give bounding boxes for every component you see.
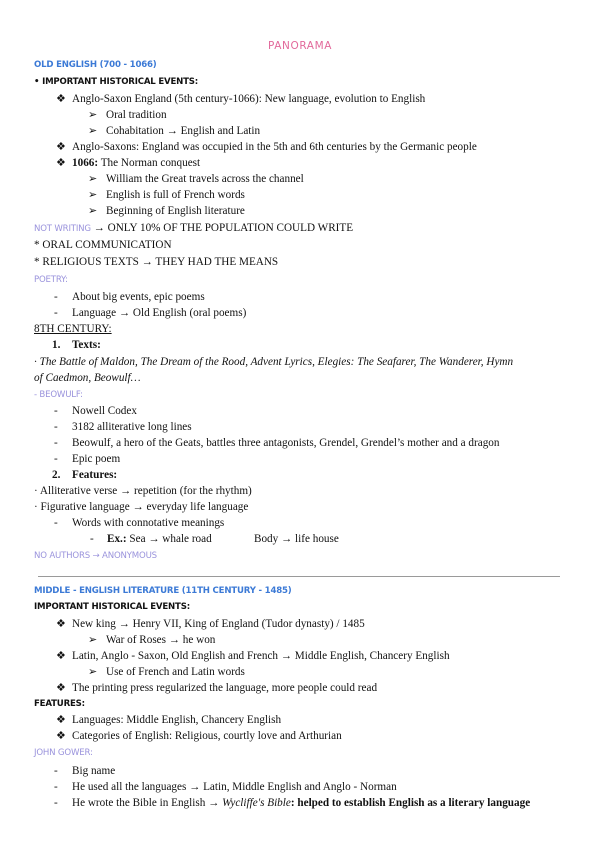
old-event-3b: English is full of French words [106, 189, 245, 201]
diamond-bullet-icon: ❖ [56, 618, 67, 630]
dash-bullet: - [54, 797, 58, 809]
middle-event-1a: War of Roses → he won [106, 634, 216, 646]
section-divider [38, 576, 560, 577]
no-authors: NO AUTHORS → ANONYMOUS [34, 551, 157, 561]
old-event-1-text: Anglo-Saxon England (5th century-1066): New language, evolution to English [72, 93, 426, 105]
not-writing-label: NOT WRITING [34, 224, 91, 234]
dash-bullet: - [54, 453, 58, 465]
arrowhead-bullet-icon: ➢ [88, 205, 98, 217]
dash-bullet: - [54, 291, 58, 303]
middle-feature-1: Languages: Middle English, Chancery English [72, 714, 282, 726]
dash-bullet: - [54, 765, 58, 777]
not-writing-line [34, 221, 353, 237]
poetry-item-1: About big events, epic poems [72, 291, 205, 303]
arrowhead-bullet-icon: ➢ [88, 189, 98, 201]
texts-list-line-2: of Caedmon, Beowulf… [34, 372, 141, 384]
features-number: 2. [52, 469, 61, 481]
oral-communication: * ORAL COMMUNICATION [34, 239, 172, 251]
beowulf-item-1: Nowell Codex [72, 405, 137, 417]
arrowhead-bullet-icon: ➢ [88, 666, 98, 678]
dash-bullet: - [54, 437, 58, 449]
old-event-3c: Beginning of English literature [106, 205, 245, 217]
diamond-bullet-icon: ❖ [56, 141, 67, 153]
feature-alliterative: · Alliterative verse → repetition (for the rhythm) [34, 485, 252, 497]
old-event-3-year: 1066: [72, 157, 99, 169]
old-event-3-text: The Norman conquest [100, 157, 201, 169]
poetry-item-2: Language → Old English (oral poems) [72, 307, 247, 319]
old-event-3 [72, 156, 200, 171]
middle-event-1: New king → Henry VII, King of England (Tudor dynasty) / 1485 [72, 618, 365, 630]
dash-bullet: - [90, 533, 94, 545]
diamond-bullet-icon: ❖ [56, 730, 67, 742]
old-events-heading: • IMPORTANT HISTORICAL EVENTS: [34, 77, 199, 87]
century-heading: 8TH CENTURY: [34, 323, 112, 335]
middle-features-heading: FEATURES: [34, 699, 85, 709]
texts-label: Texts: [72, 339, 101, 351]
beowulf-item-3: Beowulf, a hero of the Geats, battles three antagonists, Grendel, Grendel’s mother and a dragon [72, 437, 500, 449]
diamond-bullet-icon: ❖ [56, 682, 67, 694]
diamond-bullet-icon: ❖ [56, 650, 67, 662]
beowulf-item-2: 3182 alliterative long lines [72, 421, 192, 433]
example-line [107, 532, 212, 547]
diamond-bullet-icon: ❖ [56, 93, 67, 105]
example-2: Body → life house [254, 533, 339, 545]
middle-event-2a: Use of French and Latin words [106, 666, 245, 678]
example-1: Sea → whale road [129, 533, 212, 545]
texts-number: 1. [52, 339, 61, 351]
middle-english-heading: MIDDLE - ENGLISH LITERATURE (11TH CENTURY - 1485) [34, 586, 292, 596]
beowulf-label: - BEOWULF: [34, 390, 83, 400]
gower-item-3-post: : helped to establish English as a literary language [290, 797, 531, 809]
john-gower-label: JOHN GOWER: [34, 748, 93, 758]
arrowhead-bullet-icon: ➢ [88, 634, 98, 646]
dash-bullet: - [54, 517, 58, 529]
feature-connotative: Words with connotative meanings [72, 517, 225, 529]
poetry-label: POETRY: [34, 275, 68, 285]
gower-item-3-pre: He wrote the Bible in English → [72, 797, 220, 809]
middle-events-heading: IMPORTANT HISTORICAL EVENTS: [34, 602, 190, 612]
old-event-3a: William the Great travels across the channel [106, 173, 304, 185]
features-label: Features: [72, 469, 118, 481]
example-label: Ex.: [107, 533, 127, 545]
gower-item-2: He used all the languages → Latin, Middle English and Anglo - Norman [72, 781, 397, 793]
dash-bullet: - [54, 405, 58, 417]
arrowhead-bullet-icon: ➢ [88, 125, 98, 137]
old-event-2: Anglo-Saxons: England was occupied in the 5th and 6th centuries by the Germanic people [72, 141, 477, 153]
old-event-1 [56, 92, 66, 107]
feature-figurative: · Figurative language → everyday life language [34, 501, 249, 513]
middle-event-2: Latin, Anglo - Saxon, Old English and French → Middle English, Chancery English [72, 650, 450, 662]
gower-item-3 [72, 796, 530, 811]
gower-item-1: Big name [72, 765, 116, 777]
page-title: PANORAMA [267, 40, 333, 52]
middle-feature-2: Categories of English: Religious, courtly love and Arthurian [72, 730, 342, 742]
arrowhead-bullet-icon: ➢ [88, 173, 98, 185]
diamond-bullet-icon: ❖ [56, 714, 67, 726]
old-english-heading: OLD ENGLISH (700 - 1066) [34, 60, 157, 70]
old-event-1b: Cohabitation → English and Latin [106, 125, 261, 137]
dash-bullet: - [54, 781, 58, 793]
religious-texts: * RELIGIOUS TEXTS → THEY HAD THE MEANS [34, 256, 279, 268]
dash-bullet: - [54, 421, 58, 433]
dash-bullet: - [54, 307, 58, 319]
texts-list-line-1: · The Battle of Maldon, The Dream of the Rood, Advent Lyrics, Elegies: The Seafarer, The Wanderer, Hymn [34, 356, 514, 368]
arrowhead-bullet-icon: ➢ [88, 109, 98, 121]
beowulf-item-4: Epic poem [72, 453, 121, 465]
old-event-1a: Oral tradition [106, 109, 167, 121]
diamond-bullet-icon: ❖ [56, 157, 67, 169]
wycliffe-bible-title: Wycliffe's Bible [222, 797, 291, 809]
middle-event-3: The printing press regularized the language, more people could read [72, 682, 378, 694]
not-writing-text: → ONLY 10% OF THE POPULATION COULD WRITE [93, 222, 354, 234]
